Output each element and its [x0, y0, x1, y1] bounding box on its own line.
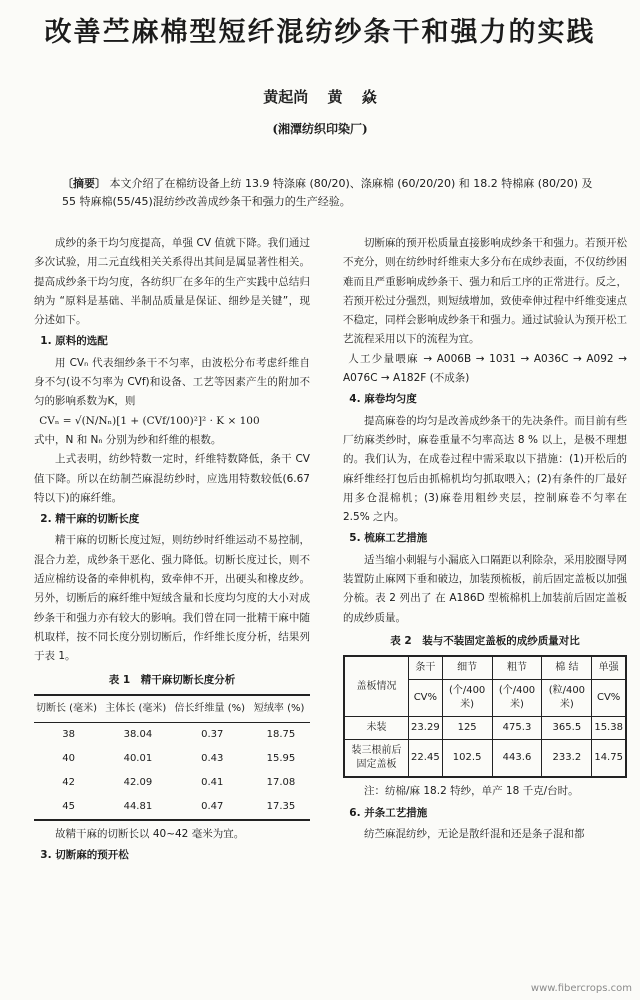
paragraph: 精干麻的切断长度过短，则纺纱时纤维运动不易控制，混合力差，成纱条干恶化、强力降低。切断长度过长，则不适应棉纺设备的牵伸机构，致牵伸不开，出硬头和橡皮纱。另外，切断后的麻纤维中短绒含量和长度均匀度的大小对成纱条干和强力亦有较大的影响。我们曾在同一批精干麻中随机取样，按不同长度分别切断后，作纤维长度分析，结果列于表 1。: [34, 534, 310, 663]
table-row: [34, 722, 310, 747]
table-2: [343, 655, 627, 778]
table-cell: 0.37: [201, 728, 224, 740]
section-heading: 5. 梳麻工艺措施: [349, 532, 428, 545]
abstract-text: 本文介绍了在棉纺设备上纺 13.9 特涤麻 (80/20)、涤麻棉 (60/20/20) 和 18.2 特棉麻 (80/20) 及 55 特麻棉(55/45)混纺纱改善成纱条干和强力的生产经验。: [62, 177, 593, 208]
right-column: [343, 234, 627, 844]
table-header: 单强: [592, 656, 626, 680]
table-row: [344, 717, 626, 740]
table-header: 棉 结: [542, 656, 592, 680]
table-row: [344, 740, 626, 778]
section-heading: 6. 并条工艺措施: [349, 806, 428, 819]
table-row: [34, 795, 310, 820]
table-header: 主体长 (毫米): [103, 695, 172, 723]
table-cell: 233.2: [542, 740, 592, 778]
paragraph: 用 CVₙ 代表细纱条干不匀率，由波松分布考虑纤维自身不匀(设不匀率为 CVf)和设备、工艺等因素产生的附加不匀的影响系数为K，则: [34, 356, 310, 408]
table-cell: 365.5: [542, 717, 592, 740]
table-cell: 15.38: [592, 717, 626, 740]
section-heading: 1. 原料的选配: [40, 335, 108, 348]
table-row: [34, 771, 310, 795]
paragraph: 适当缩小刺辊与小漏底入口隔距以利除杂，采用胶圈导网装置防止麻网下垂和破边，加装预梳板，前后固定盖板以加强分梳。表 2 列出了 在 A186D 型梳棉机上加装前后固定盖板的成纱质量。: [343, 553, 627, 624]
table-cell: 0.43: [201, 752, 224, 764]
table-cell: 42.09: [123, 776, 153, 788]
paragraph: 提高麻卷的均匀是改善成纱条干的先决条件。而目前有些厂纺麻类纱时，麻卷重量不匀率高达 8 % 以上，是极不理想的。我们认为，在成卷过程中需采取以下措施：(1)开松后的麻纤维经打包后由抓棉机均匀抓取喂入；(2)有条件的厂最好用多仓混棉机；(3)麻卷用粗纱夹层，控制麻卷不匀率在 2.5% 之内。: [343, 414, 627, 524]
table-cell: 44.81: [123, 800, 153, 812]
table-cell: 0.47: [201, 800, 224, 812]
paper-title: 改善苎麻棉型短纤混纺纱条干和强力的实践: [44, 17, 596, 48]
table-cell: 42: [62, 776, 75, 788]
table-cell: 443.6: [492, 740, 542, 778]
table-cell: 0.41: [201, 776, 224, 788]
table-cell: 102.5: [442, 740, 492, 778]
table-header: 切断长 (毫米): [34, 695, 103, 723]
table-unit: (个/400米): [492, 680, 542, 717]
paragraph: 式中，N 和 Nₙ 分别为纱和纤维的根数。: [34, 433, 222, 446]
paragraph: 上式表明，纺纱特数一定时，纤维特数降低，条干 CV 值下降。所以在纺制苎麻混纺纱时，应选用特数较低(6.67 特以下)的麻纤维。: [34, 453, 310, 504]
paragraph: 纺苎麻混纺纱，无论是散纤混和还是条子混和都: [364, 827, 585, 840]
table-row: [34, 747, 310, 771]
paragraph: 切断麻的预开松质量直接影响成纱条干和强力。若预开松不充分，则在纺纱时纤维束大多分布在成纱表面，不仅纺纱困难而且严重影响成纱条干、强力和后工序的正常进行。反之，若预开松过分强烈，则短绒增加，致使牵伸过程中纤维变速点不稳定，同样会影响成纱条干和强力。通过试验认为预开松工艺流程采用以下的流程为宜。: [343, 237, 627, 346]
section-heading: 4. 麻卷均匀度: [349, 393, 417, 406]
table-cell: 38.04: [123, 728, 153, 740]
abstract-tag: 〔摘要〕: [62, 177, 106, 190]
table-caption: 表 2 装与不装固定盖板的成纱质量对比: [390, 634, 580, 647]
table-cell: 475.3: [492, 717, 542, 740]
table-unit: CV%: [409, 680, 443, 717]
table-cell: 18.75: [266, 728, 296, 740]
table-cell: 装三根前后固定盖板: [344, 740, 409, 778]
table-cell: 14.75: [592, 740, 626, 778]
table-note: 注：纺棉/麻 18.2 特纱，单产 18 千克/台时。: [364, 785, 579, 798]
table-cell: 23.29: [409, 717, 443, 740]
table-cell: 45: [62, 800, 75, 812]
table-unit: CV%: [592, 680, 626, 717]
table-header: 条干: [409, 656, 443, 680]
table-cell: 40.01: [123, 752, 153, 764]
watermark: www.fibercrops.com: [530, 983, 632, 994]
left-column: [34, 234, 310, 867]
authors: 黄起尚 黄 焱: [263, 88, 377, 106]
affiliation: (湘潭纺织印染厂): [272, 122, 368, 136]
table-1: [34, 694, 310, 821]
table-unit: (个/400米): [442, 680, 492, 717]
table-cell: 15.95: [266, 752, 296, 764]
table-cell: 22.45: [409, 740, 443, 778]
table-header: 细节: [442, 656, 492, 680]
table-cell: 40: [62, 752, 75, 764]
table-header: 倍长纤维量 (%): [173, 695, 252, 723]
table-cell: 125: [442, 717, 492, 740]
table-cell: 17.35: [266, 800, 296, 812]
table-header: 短绒率 (%): [252, 695, 310, 723]
table-caption: 表 1 精干麻切断长度分析: [108, 673, 236, 686]
table-unit: (粒/400米): [542, 680, 592, 717]
table-cell: 未装: [344, 717, 409, 740]
process-flow: 人工少量喂麻 → A006B → 1031 → A036C → A092 → A076C → A182F (不成条): [343, 352, 627, 385]
table-cell: 38: [62, 728, 75, 740]
abstract: [62, 175, 607, 211]
paragraph: 故精干麻的切断长以 40~42 毫米为宜。: [55, 827, 245, 840]
intro-paragraph: 成纱的条干均匀度提高，单强 CV 值就下降。我们通过多次试验，用二元直线相关关系得出其间是属显著性相关。提高成纱条干均匀度，各纺织厂在多年的生产实践中总结归纳为 “原料是基础、半制品质量是保证、细纱是关键”，现分述如下。: [34, 237, 310, 327]
table-cell: 17.08: [266, 776, 296, 788]
formula: CVₙ = √(N/Nₙ)[1 + (CVf/100)²]² · K × 100: [39, 414, 260, 427]
section-heading: 3. 切断麻的预开松: [40, 849, 129, 862]
section-heading: 2. 精干麻的切断长度: [40, 513, 140, 526]
table-header: 粗节: [492, 656, 542, 680]
table-header: 盖板情况: [344, 656, 409, 717]
